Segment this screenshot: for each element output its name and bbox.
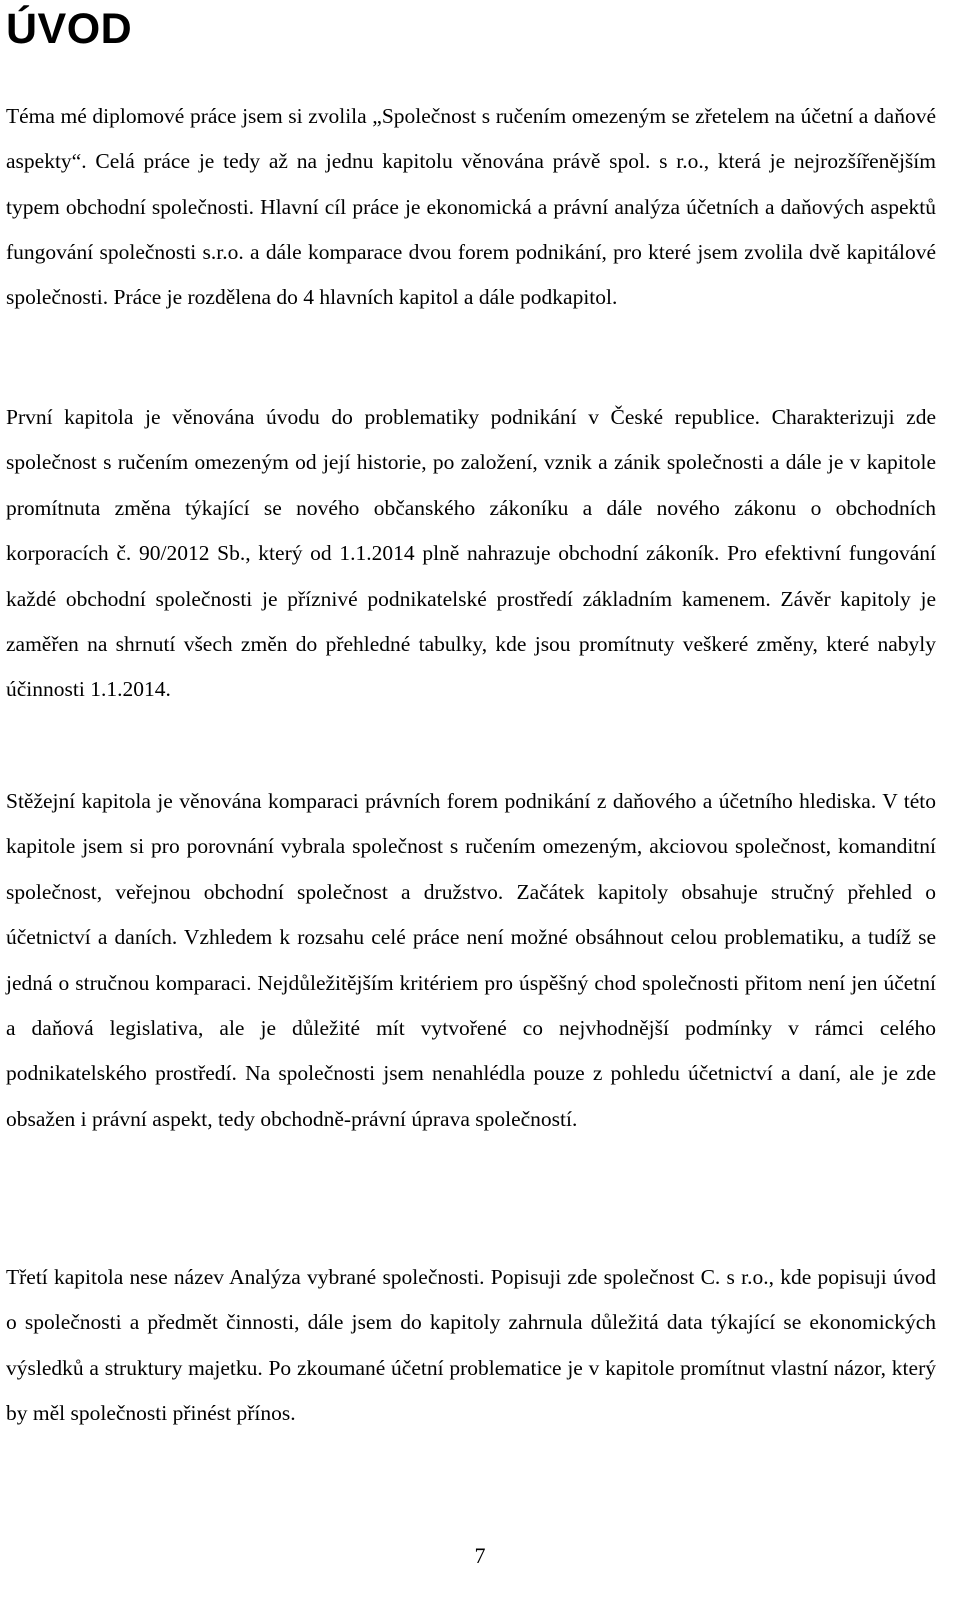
paragraph-third-chapter: Třetí kapitola nese název Analýza vybrané společnosti. Popisuji zde společnost C. s r.o., kde popisuji úvod o společnosti a předmět činnosti, dále jsem do kapitoly zahrnula důležitá data týkající se ekonomických výsledků a struktury majetku. Po zkoumané účetní problematice je v kapitole promítnut vlastní názor, který by měl společnosti přinést přínos.	[6, 1265, 936, 1426]
paragraph-main-chapter: Stěžejní kapitola je věnována komparaci právních forem podnikání z daňového a účetního hlediska. V této kapitole jsem si pro porovnání vybrala společnost s ručením omezeným, akciovou společnost, komanditní společnost, veřejnou obchodní společnost a družstvo. Začátek kapitoly obsahuje stručný přehled o účetnictví a daních. Vzhledem k rozsahu celé práce není možné obsáhnout celou problematiku, a tudíž se jedná o stručnou komparaci. Nejdůležitějším kritériem pro úspěšný chod společnosti přitom není jen účetní a daňová legislativa, ale je důležité mít vytvořené co nejvhodnější podmínky v rámci celého podnikatelského prostředí. Na společnosti jsem nenahlédla pouze z pohledu účetnictví a daní, ale je zde obsažen i právní aspekt, tedy obchodně-právní úprava společností.	[6, 789, 936, 1131]
paragraph-first-chapter: První kapitola je věnována úvodu do problematiky podnikání v České republice. Charakterizuji zde společnost s ručením omezeným od její historie, po založení, vznik a zánik společnosti a dále je v kapitole promítnuta změna týkající se nového občanského zákoníku a dále nového zákonu o obchodních korporacích č. 90/2012 Sb., který od 1.1.2014 plně nahrazuje obchodní zákoník. Pro efektivní fungování každé obchodní společnosti je příznivé podnikatelské prostředí základním kamenem. Závěr kapitoly je zaměřen na shrnutí všech změn do přehledné tabulky, kde jsou promítnuty veškeré změny, které nabyly účinnosti 1.1.2014.	[6, 405, 936, 702]
page-number: 7	[474, 1543, 486, 1568]
chapter-heading: ÚVOD	[6, 5, 133, 53]
paragraph-intro: Téma mé diplomové práce jsem si zvolila „Společnost s ručením omezeným se zřetelem na účetní a daňové aspekty“. Celá práce je tedy až na jednu kapitolu věnována právě spol. s r.o., která je nejrozšířenějším typem obchodní společnosti. Hlavní cíl práce je ekonomická a právní analýza účetních a daňových aspektů fungování společnosti s.r.o. a dále komparace dvou forem podnikání, pro které jsem zvolila dvě kapitálové společnosti. Práce je rozdělena do 4 hlavních kapitol a dále podkapitol.	[6, 104, 936, 310]
